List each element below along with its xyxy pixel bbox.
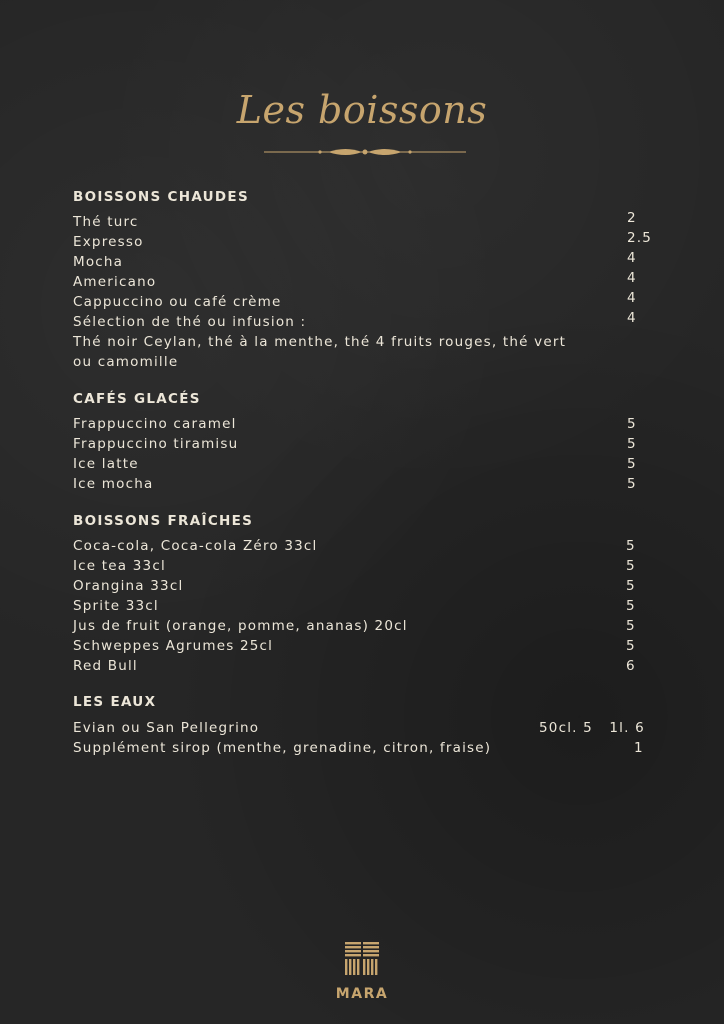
menu-item-name: Supplément sirop (menthe, grenadine, citron, fraise) xyxy=(73,740,492,756)
menu-item-price: 6 xyxy=(626,658,636,674)
menu-item-name: Frappuccino tiramisu xyxy=(73,436,239,452)
menu-item-note: ou camomille xyxy=(73,354,179,370)
menu-item-name: Americano xyxy=(73,274,157,290)
menu-item-name: Orangina 33cl xyxy=(73,578,184,594)
mara-logo-icon xyxy=(344,940,380,978)
menu-item-price: 2 xyxy=(627,210,637,226)
menu-item-price: 5 xyxy=(626,638,636,654)
menu-item-name: Jus de fruit (orange, pomme, ananas) 20cl xyxy=(73,618,408,634)
menu-item-price: 5 xyxy=(627,456,637,472)
menu-item-price: 5 xyxy=(626,578,636,594)
menu-item-price: 1 xyxy=(634,740,644,756)
menu-item-price: 50cl. 5 1l. 6 xyxy=(539,720,645,736)
menu-item-name: Ice latte xyxy=(73,456,139,472)
menu-item-price: 5 xyxy=(626,538,636,554)
menu-item-price: 5 xyxy=(626,558,636,574)
menu-item-name: Frappuccino caramel xyxy=(73,416,237,432)
menu-title: Les boissons xyxy=(236,88,488,132)
menu-item-price: 4 xyxy=(627,270,637,286)
menu-item-name: Red Bull xyxy=(73,658,138,674)
mara-logo xyxy=(332,940,392,1002)
menu-item-price: 5 xyxy=(627,416,637,432)
menu-item-name: Evian ou San Pellegrino xyxy=(73,720,260,736)
title-divider-ornament xyxy=(262,142,468,162)
menu-item-price: 5 xyxy=(626,618,636,634)
menu-item-price: 5 xyxy=(627,436,637,452)
menu-item-name: Coca-cola, Coca-cola Zéro 33cl xyxy=(73,538,318,554)
menu-item-name: Sélection de thé ou infusion : xyxy=(73,314,307,330)
menu-item-name: Thé turc xyxy=(73,214,139,230)
mara-logo-text: MARA xyxy=(335,986,389,1002)
menu-item-name: Ice tea 33cl xyxy=(73,558,166,574)
menu-item-name: Schweppes Agrumes 25cl xyxy=(73,638,274,654)
section-title-les-eaux: LES EAUX xyxy=(73,694,157,710)
menu-item-price: 4 xyxy=(627,250,637,266)
menu-item-price: 5 xyxy=(626,598,636,614)
menu-item-name: Cappuccino ou café crème xyxy=(73,294,282,310)
menu-item-price: 2.5 xyxy=(627,230,653,246)
section-title-boissons-fraiches: BOISSONS FRAÎCHES xyxy=(73,513,254,529)
menu-item-price: 5 xyxy=(627,476,637,492)
menu-item-name: Sprite 33cl xyxy=(73,598,159,614)
menu-item-note: Thé noir Ceylan, thé à la menthe, thé 4 fruits rouges, thé vert xyxy=(73,334,567,350)
menu-item-name: Expresso xyxy=(73,234,144,250)
menu-item-name: Mocha xyxy=(73,254,124,270)
menu-item-name: Ice mocha xyxy=(73,476,154,492)
menu-item-price: 4 xyxy=(627,290,637,306)
section-title-boissons-chaudes: BOISSONS CHAUDES xyxy=(73,189,249,205)
section-title-cafes-glaces: CAFÉS GLACÉS xyxy=(73,391,201,407)
menu-item-price: 4 xyxy=(627,310,637,326)
